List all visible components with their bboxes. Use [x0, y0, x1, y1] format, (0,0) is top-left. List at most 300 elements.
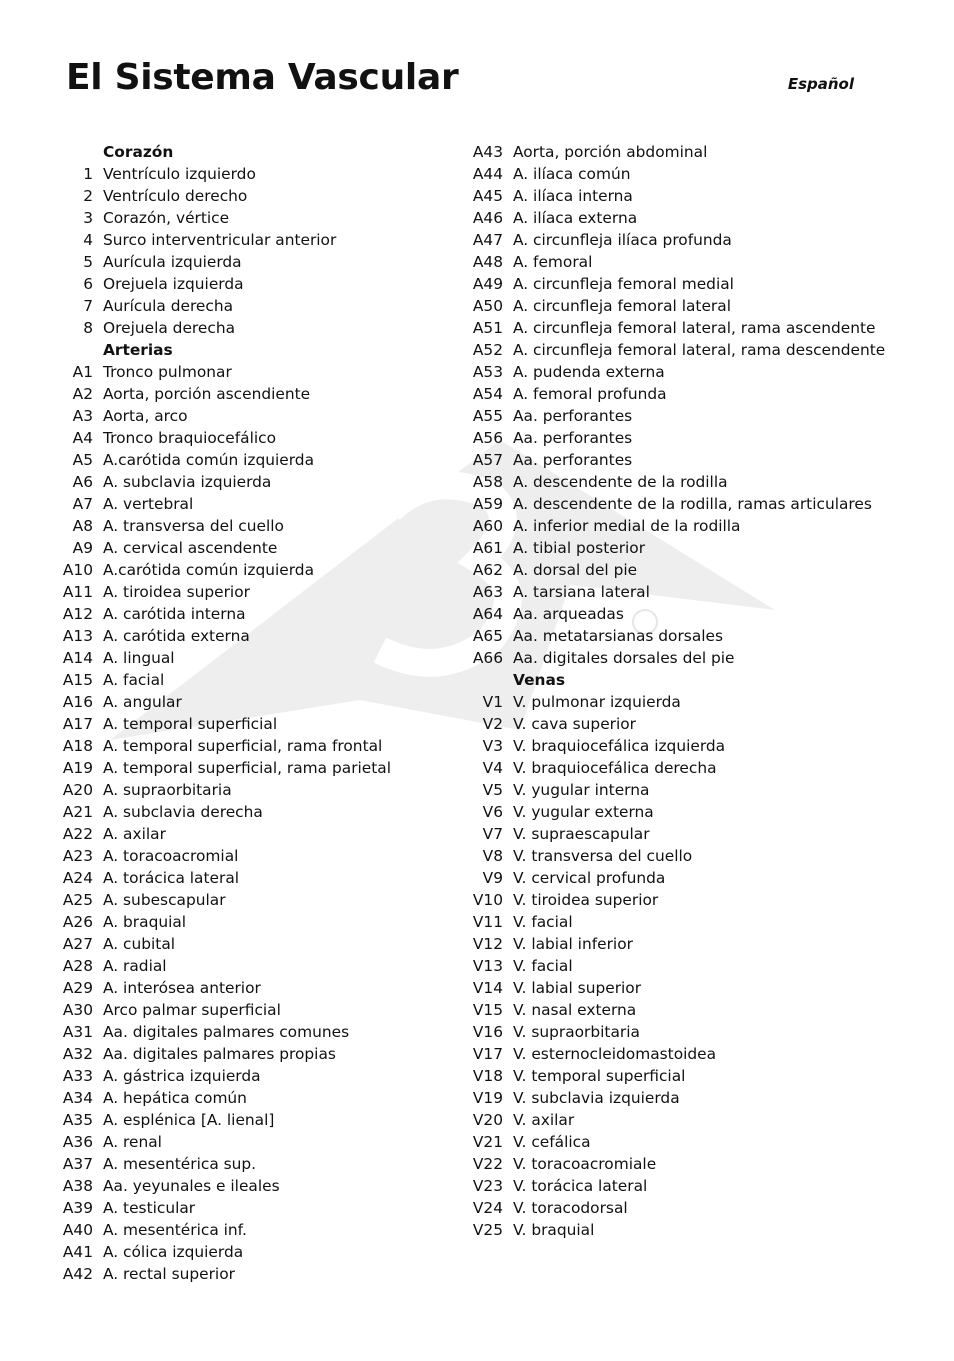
item-number: V17 — [472, 1045, 503, 1063]
list-item — [470, 889, 890, 911]
item-number: A2 — [72, 385, 93, 403]
list-item — [60, 713, 460, 735]
list-item — [60, 757, 460, 779]
item-label: V. labial inferior — [513, 935, 633, 953]
item-number: A7 — [72, 495, 93, 513]
list-item — [60, 691, 460, 713]
list-item — [60, 933, 460, 955]
item-label: V. cava superior — [513, 715, 637, 733]
list-item — [470, 779, 890, 801]
item-label: Aa. perforantes — [513, 407, 633, 425]
item-label: V. subclavia izquierda — [513, 1089, 680, 1107]
item-label: V. cervical profunda — [513, 869, 666, 887]
list-item — [470, 581, 890, 603]
item-number: A31 — [62, 1023, 93, 1041]
item-label: V. toracoacromiale — [513, 1155, 657, 1173]
item-label: V. temporal superficial — [513, 1067, 686, 1085]
item-number: 5 — [83, 253, 93, 271]
item-number: V13 — [472, 957, 503, 975]
item-number: A61 — [472, 539, 503, 557]
item-label: V. facial — [513, 913, 573, 931]
item-label: A. subclavia izquierda — [103, 473, 272, 491]
item-label: V. supraescapular — [513, 825, 650, 843]
item-number: A53 — [472, 363, 503, 381]
item-label: Orejuela derecha — [103, 319, 236, 337]
item-number: A37 — [62, 1155, 93, 1173]
list-item — [60, 207, 460, 229]
item-number: A34 — [62, 1089, 93, 1107]
item-number — [470, 669, 503, 691]
item-label: A. facial — [103, 671, 165, 689]
list-item — [470, 955, 890, 977]
item-label: A. ilíaca externa — [513, 209, 638, 227]
item-label: A. transversa del cuello — [103, 517, 284, 535]
item-number: V15 — [472, 1001, 503, 1019]
item-number: V5 — [482, 781, 503, 799]
item-number: A65 — [472, 627, 503, 645]
item-number: A30 — [62, 1001, 93, 1019]
item-number: V11 — [472, 913, 503, 931]
list-item — [470, 911, 890, 933]
item-number: A10 — [62, 561, 93, 579]
item-number: 6 — [83, 275, 93, 293]
item-number: A17 — [62, 715, 93, 733]
list-item — [470, 757, 890, 779]
item-number: A6 — [72, 473, 93, 491]
list-item — [60, 1065, 460, 1087]
list-item — [470, 1021, 890, 1043]
item-number: A13 — [62, 627, 93, 645]
list-item — [60, 361, 460, 383]
item-number: A26 — [62, 913, 93, 931]
list-item — [60, 163, 460, 185]
section-heading — [470, 669, 890, 691]
item-label: V. yugular externa — [513, 803, 654, 821]
item-label: A. tarsiana lateral — [513, 583, 650, 601]
item-label: V. toracodorsal — [513, 1199, 628, 1217]
item-number: A55 — [472, 407, 503, 425]
list-item — [470, 647, 890, 669]
item-number: A15 — [62, 671, 93, 689]
list-item — [60, 1153, 460, 1175]
item-number: V20 — [472, 1111, 503, 1129]
item-label: Orejuela izquierda — [103, 275, 244, 293]
item-number: V22 — [472, 1155, 503, 1173]
item-number: V12 — [472, 935, 503, 953]
list-item — [470, 537, 890, 559]
list-item — [60, 1263, 460, 1285]
list-item — [60, 1043, 460, 1065]
item-number: V2 — [482, 715, 503, 733]
list-item — [60, 185, 460, 207]
list-item — [60, 1109, 460, 1131]
list-item — [470, 559, 890, 581]
item-label: A. radial — [103, 957, 167, 975]
list-item — [60, 1131, 460, 1153]
item-number: A19 — [62, 759, 93, 777]
list-item — [60, 383, 460, 405]
item-label: A. lingual — [103, 649, 175, 667]
item-number: A66 — [472, 649, 503, 667]
item-label: A. temporal superficial, rama parietal — [103, 759, 392, 777]
item-number: 2 — [83, 187, 93, 205]
section-heading — [60, 141, 460, 163]
item-label: Aa. perforantes — [513, 429, 633, 447]
item-label: A. renal — [103, 1133, 162, 1151]
item-label: A. femoral profunda — [513, 385, 667, 403]
item-label: V. braquiocefálica derecha — [513, 759, 717, 777]
list-item — [470, 229, 890, 251]
item-label: Tronco pulmonar — [103, 363, 232, 381]
list-item — [470, 361, 890, 383]
item-number: V10 — [472, 891, 503, 909]
item-number: V24 — [472, 1199, 503, 1217]
item-number — [60, 339, 93, 361]
item-label: A. cervical ascendente — [103, 539, 278, 557]
item-number: V3 — [482, 737, 503, 755]
item-label: A. carótida externa — [103, 627, 250, 645]
list-item — [470, 867, 890, 889]
item-label: Aa. perforantes — [513, 451, 633, 469]
item-label: Aorta, arco — [103, 407, 188, 425]
item-label: A. axilar — [103, 825, 166, 843]
item-label: V. esternocleidomastoidea — [513, 1045, 717, 1063]
item-number: A42 — [62, 1265, 93, 1283]
item-label: V. torácica lateral — [513, 1177, 648, 1195]
item-number: A29 — [62, 979, 93, 997]
item-number: 3 — [83, 209, 93, 227]
item-label: V. braquiocefálica izquierda — [513, 737, 726, 755]
item-label: V. supraorbitaria — [513, 1023, 640, 1041]
list-item — [60, 449, 460, 471]
list-item — [60, 647, 460, 669]
list-item — [60, 669, 460, 691]
item-label: A. interósea anterior — [103, 979, 261, 997]
item-number: A4 — [72, 429, 93, 447]
list-item — [470, 273, 890, 295]
list-item — [470, 1197, 890, 1219]
item-number: V8 — [482, 847, 503, 865]
item-label: Aa. digitales palmares comunes — [103, 1023, 350, 1041]
item-number: 1 — [83, 165, 93, 183]
item-number: A47 — [472, 231, 503, 249]
list-item — [60, 229, 460, 251]
item-label: A. ilíaca interna — [513, 187, 633, 205]
item-label: A. subclavia derecha — [103, 803, 263, 821]
item-label: A. temporal superficial, rama frontal — [103, 737, 383, 755]
item-label: A. hepática común — [103, 1089, 247, 1107]
item-label: Ventrículo izquierdo — [103, 165, 256, 183]
item-number: A35 — [62, 1111, 93, 1129]
item-label: A. circunfleja femoral medial — [513, 275, 734, 293]
list-item — [60, 537, 460, 559]
list-item — [470, 735, 890, 757]
item-number: A27 — [62, 935, 93, 953]
list-item — [60, 559, 460, 581]
item-label: A. mesentérica sup. — [103, 1155, 257, 1173]
item-number: V19 — [472, 1089, 503, 1107]
list-item — [470, 823, 890, 845]
item-number: A9 — [72, 539, 93, 557]
item-number: A52 — [472, 341, 503, 359]
item-label: V. braquial — [513, 1221, 595, 1239]
list-item — [470, 163, 890, 185]
item-label: Surco interventricular anterior — [103, 231, 337, 249]
item-label: V. facial — [513, 957, 573, 975]
list-item — [470, 185, 890, 207]
list-item — [60, 427, 460, 449]
item-label: Ventrículo derecho — [103, 187, 248, 205]
item-label: Aa. digitales dorsales del pie — [513, 649, 735, 667]
list-item — [60, 735, 460, 757]
list-item — [470, 999, 890, 1021]
item-number: V4 — [482, 759, 503, 777]
list-item — [60, 251, 460, 273]
item-number: A54 — [472, 385, 503, 403]
list-item — [60, 801, 460, 823]
item-number: A50 — [472, 297, 503, 315]
list-item — [470, 713, 890, 735]
item-number: A5 — [72, 451, 93, 469]
list-item — [60, 493, 460, 515]
section-heading-label: Venas — [513, 671, 566, 689]
terms-column-right — [470, 141, 890, 1241]
item-label: A. ilíaca común — [513, 165, 631, 183]
list-item — [470, 625, 890, 647]
list-item — [60, 1197, 460, 1219]
item-number: A24 — [62, 869, 93, 887]
item-label: A. subescapular — [103, 891, 226, 909]
item-label: Corazón, vértice — [103, 209, 230, 227]
item-label: Aurícula derecha — [103, 297, 234, 315]
terms-column-left — [60, 141, 460, 1285]
list-item — [470, 295, 890, 317]
item-label: A. inferior medial de la rodilla — [513, 517, 741, 535]
item-number: A3 — [72, 407, 93, 425]
item-label: A. femoral — [513, 253, 593, 271]
item-label: Aa. yeyunales e ileales — [103, 1177, 280, 1195]
item-number: V9 — [482, 869, 503, 887]
item-label: A. tiroidea superior — [103, 583, 250, 601]
item-number: A21 — [62, 803, 93, 821]
item-number: A43 — [472, 143, 503, 161]
list-item — [60, 1087, 460, 1109]
item-number: A49 — [472, 275, 503, 293]
item-number: A20 — [62, 781, 93, 799]
section-heading-label: Corazón — [103, 143, 174, 161]
list-item — [470, 207, 890, 229]
list-item — [60, 779, 460, 801]
item-number: A41 — [62, 1243, 93, 1261]
item-number: V16 — [472, 1023, 503, 1041]
item-number: V7 — [482, 825, 503, 843]
item-number: V1 — [482, 693, 503, 711]
list-item — [470, 977, 890, 999]
item-label: Arco palmar superficial — [103, 1001, 281, 1019]
list-item — [470, 1153, 890, 1175]
list-item — [470, 1131, 890, 1153]
list-item — [60, 977, 460, 999]
list-item — [60, 515, 460, 537]
list-item — [470, 141, 890, 163]
item-number: A51 — [472, 319, 503, 337]
item-label: A. pudenda externa — [513, 363, 665, 381]
item-label: A.carótida común izquierda — [103, 451, 315, 469]
item-label: A. descendente de la rodilla — [513, 473, 728, 491]
item-label: A. descendente de la rodilla, ramas articulares — [513, 495, 872, 513]
item-number: A32 — [62, 1045, 93, 1063]
list-item — [470, 845, 890, 867]
list-item — [470, 691, 890, 713]
item-label: V. nasal externa — [513, 1001, 637, 1019]
item-number: A28 — [62, 957, 93, 975]
item-label: Aa. metatarsianas dorsales — [513, 627, 724, 645]
list-item — [60, 471, 460, 493]
list-item — [470, 801, 890, 823]
item-number: A48 — [472, 253, 503, 271]
item-number: A33 — [62, 1067, 93, 1085]
item-number: A56 — [472, 429, 503, 447]
list-item — [60, 581, 460, 603]
item-number: A14 — [62, 649, 93, 667]
list-item — [470, 1175, 890, 1197]
section-heading — [60, 339, 460, 361]
item-number: A45 — [472, 187, 503, 205]
item-label: A. testicular — [103, 1199, 196, 1217]
item-number: A62 — [472, 561, 503, 579]
list-item — [470, 1109, 890, 1131]
item-number: V23 — [472, 1177, 503, 1195]
item-label: A. circunfleja ilíaca profunda — [513, 231, 732, 249]
item-label: A. temporal superficial — [103, 715, 278, 733]
list-item — [60, 1241, 460, 1263]
list-item — [470, 339, 890, 361]
item-number: A59 — [472, 495, 503, 513]
item-label: Aurícula izquierda — [103, 253, 242, 271]
list-item — [60, 295, 460, 317]
item-label: A. circunfleja femoral lateral, rama ascendente — [513, 319, 876, 337]
item-number — [60, 141, 93, 163]
item-number: 4 — [83, 231, 93, 249]
item-label: A. carótida interna — [103, 605, 246, 623]
list-item — [470, 1087, 890, 1109]
item-number: A22 — [62, 825, 93, 843]
list-item — [60, 1219, 460, 1241]
item-number: A25 — [62, 891, 93, 909]
item-label: V. labial superior — [513, 979, 642, 997]
item-number: A58 — [472, 473, 503, 491]
item-number: A8 — [72, 517, 93, 535]
item-number: A12 — [62, 605, 93, 623]
item-label: V. tiroidea superior — [513, 891, 659, 909]
list-item — [60, 273, 460, 295]
list-item — [60, 999, 460, 1021]
item-label: Aa. digitales palmares propias — [103, 1045, 336, 1063]
list-item — [60, 823, 460, 845]
item-number: A64 — [472, 605, 503, 623]
item-number: A23 — [62, 847, 93, 865]
item-label: A. circunfleja femoral lateral — [513, 297, 731, 315]
list-item — [470, 427, 890, 449]
list-item — [470, 449, 890, 471]
page-title: El Sistema Vascular — [66, 57, 459, 98]
item-label: A. circunfleja femoral lateral, rama descendente — [513, 341, 886, 359]
item-number: A11 — [62, 583, 93, 601]
item-number: A36 — [62, 1133, 93, 1151]
item-number: A46 — [472, 209, 503, 227]
item-label: V. pulmonar izquierda — [513, 693, 681, 711]
item-label: A. braquial — [103, 913, 187, 931]
item-number: A60 — [472, 517, 503, 535]
item-number: V18 — [472, 1067, 503, 1085]
item-label: V. axilar — [513, 1111, 575, 1129]
item-label: A. esplénica [A. lienal] — [103, 1111, 275, 1129]
item-number: 8 — [83, 319, 93, 337]
item-label: A. cólica izquierda — [103, 1243, 244, 1261]
list-item — [60, 405, 460, 427]
list-item — [60, 317, 460, 339]
list-item — [470, 1219, 890, 1241]
item-label: V. transversa del cuello — [513, 847, 693, 865]
list-item — [60, 955, 460, 977]
item-number: 7 — [83, 297, 93, 315]
item-number: A57 — [472, 451, 503, 469]
list-item — [470, 515, 890, 537]
list-item — [60, 1021, 460, 1043]
item-number: A44 — [472, 165, 503, 183]
list-item — [470, 251, 890, 273]
item-label: Aorta, porción abdominal — [513, 143, 708, 161]
item-number: V25 — [472, 1221, 503, 1239]
item-number: A38 — [62, 1177, 93, 1195]
item-label: A. toracoacromial — [103, 847, 239, 865]
item-number: A18 — [62, 737, 93, 755]
list-item — [470, 933, 890, 955]
list-item — [470, 317, 890, 339]
item-label: A.carótida común izquierda — [103, 561, 315, 579]
item-label: A. dorsal del pie — [513, 561, 638, 579]
language-label: Español — [787, 75, 854, 93]
item-label: A. tibial posterior — [513, 539, 646, 557]
list-item — [60, 1175, 460, 1197]
list-item — [60, 603, 460, 625]
item-label: A. angular — [103, 693, 182, 711]
list-item — [60, 911, 460, 933]
list-item — [470, 1065, 890, 1087]
item-label: A. vertebral — [103, 495, 194, 513]
item-label: Aa. arqueadas — [513, 605, 624, 623]
list-item — [60, 889, 460, 911]
list-item — [60, 625, 460, 647]
item-number: A1 — [72, 363, 93, 381]
item-number: A40 — [62, 1221, 93, 1239]
list-item — [470, 383, 890, 405]
section-heading-label: Arterias — [103, 341, 173, 359]
item-label: A. cubital — [103, 935, 176, 953]
item-label: V. yugular interna — [513, 781, 650, 799]
item-label: A. torácica lateral — [103, 869, 240, 887]
list-item — [470, 1043, 890, 1065]
list-item — [60, 845, 460, 867]
item-number: V21 — [472, 1133, 503, 1151]
item-label: Tronco braquiocefálico — [103, 429, 277, 447]
list-item — [470, 405, 890, 427]
list-item — [470, 471, 890, 493]
item-label: A. mesentérica inf. — [103, 1221, 247, 1239]
item-label: A. gástrica izquierda — [103, 1067, 261, 1085]
item-label: V. cefálica — [513, 1133, 591, 1151]
item-number: A63 — [472, 583, 503, 601]
